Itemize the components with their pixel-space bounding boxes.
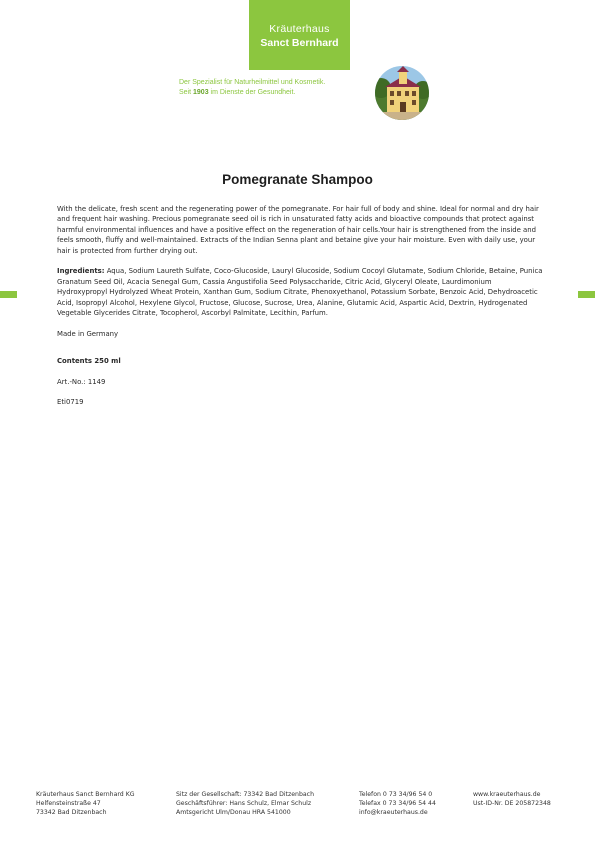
product-title: Pomegranate Shampoo bbox=[222, 172, 373, 187]
footer-web bbox=[473, 791, 551, 809]
company-street: Helfensteinstraße 47 bbox=[36, 799, 101, 807]
company-name: Kräuterhaus Sanct Bernhard KG bbox=[36, 791, 135, 798]
fold-mark-right bbox=[578, 291, 595, 298]
company-seat: Sitz der Gesellschaft: 73342 Bad Ditzenbach bbox=[176, 791, 314, 798]
footer-company bbox=[36, 791, 135, 817]
company-city: 73342 Bad Ditzenbach bbox=[36, 808, 107, 816]
company-register: Amtsgericht Ulm/Donau HRA 541000 bbox=[176, 808, 291, 816]
tagline-line1: Der Spezialist für Naturheilmittel und Kosmetik. bbox=[179, 79, 326, 86]
brand-tagline bbox=[179, 78, 379, 98]
brand-name-line1: Kräuterhaus bbox=[269, 23, 330, 35]
company-managers: Geschäftsführer: Hans Schulz, Elmar Schulz bbox=[176, 799, 312, 807]
ingredients-paragraph bbox=[57, 266, 543, 318]
building-photo bbox=[375, 66, 429, 120]
fax-number: Telefax 0 73 34/96 54 44 bbox=[359, 799, 436, 807]
website-link[interactable]: www.kraeuterhaus.de bbox=[473, 791, 541, 798]
footer-legal bbox=[176, 791, 314, 817]
footer-contact bbox=[359, 791, 436, 817]
fold-mark-left bbox=[0, 291, 17, 298]
tagline-year: 1903 bbox=[193, 89, 209, 96]
brand-logo bbox=[249, 0, 350, 70]
product-content bbox=[57, 204, 543, 418]
email-link[interactable]: info@kraeuterhaus.de bbox=[359, 808, 428, 816]
vat-id: Ust-ID-Nr. DE 205872348 bbox=[473, 799, 551, 807]
ingredients-label: Ingredients: bbox=[57, 267, 105, 276]
brand-name-line2: Sanct Bernhard bbox=[260, 37, 339, 49]
contents-volume: Contents 250 ml bbox=[57, 357, 121, 366]
article-number: Art.-No.: 1149 bbox=[57, 377, 106, 386]
origin-note: Made in Germany bbox=[57, 329, 119, 338]
label-code: Eti0719 bbox=[57, 398, 84, 407]
phone-number: Telefon 0 73 34/96 54 0 bbox=[359, 791, 433, 798]
tagline-line2: Seit 1903 im Dienste der Gesundheit. bbox=[179, 89, 296, 96]
ingredients-list: Aqua, Sodium Laureth Sulfate, Coco-Glucoside, Lauryl Glucoside, Sodium Cocoyl Glutamate, Sodium Chloride, Betaine, Punica Granatum Seed Oil, Acacia Senegal Gum, Cassia Angustifolia Seed Polysaccharide, Citric Acid, Glyceryl Oleate, Laurdimonium Hydroxypropyl Hydrolyzed Wheat Protein, Xanthan Gum, Sodium Citrate, Phenoxyethanol, Potassium Sorbate, Benzoic Acid, Dehydroacetic Acid, Isopropyl Alcohol, Hexylene Glycol, Fructose, Glucose, Sucrose, Urea, Alanine, Glutamic Acid, Aspartic Acid, Dextrin, Hydrogenated Vegetable Glycerides Citrate, Tocopherol, Ascorbyl Palmitate, Lecithin, Parfum. bbox=[57, 267, 543, 317]
product-description: With the delicate, fresh scent and the regenerating power of the pomegranate. For hair full of body and shine. Ideal for normal and dry hair and frequent hair washing. Precious pomegranate seed oil is rich in unsaturated fatty acids and bioactive compounds that protect against harmful environmental influences and have a positive effect on the regeneration of hair cells.Your hair is strengthened from the inside and feels smooth, fluffy and well-maintained. Extracts of the Indian Senna plant and betaine give your hair moisture. Even with daily use, your hair is protected from further drying out. bbox=[57, 205, 539, 255]
